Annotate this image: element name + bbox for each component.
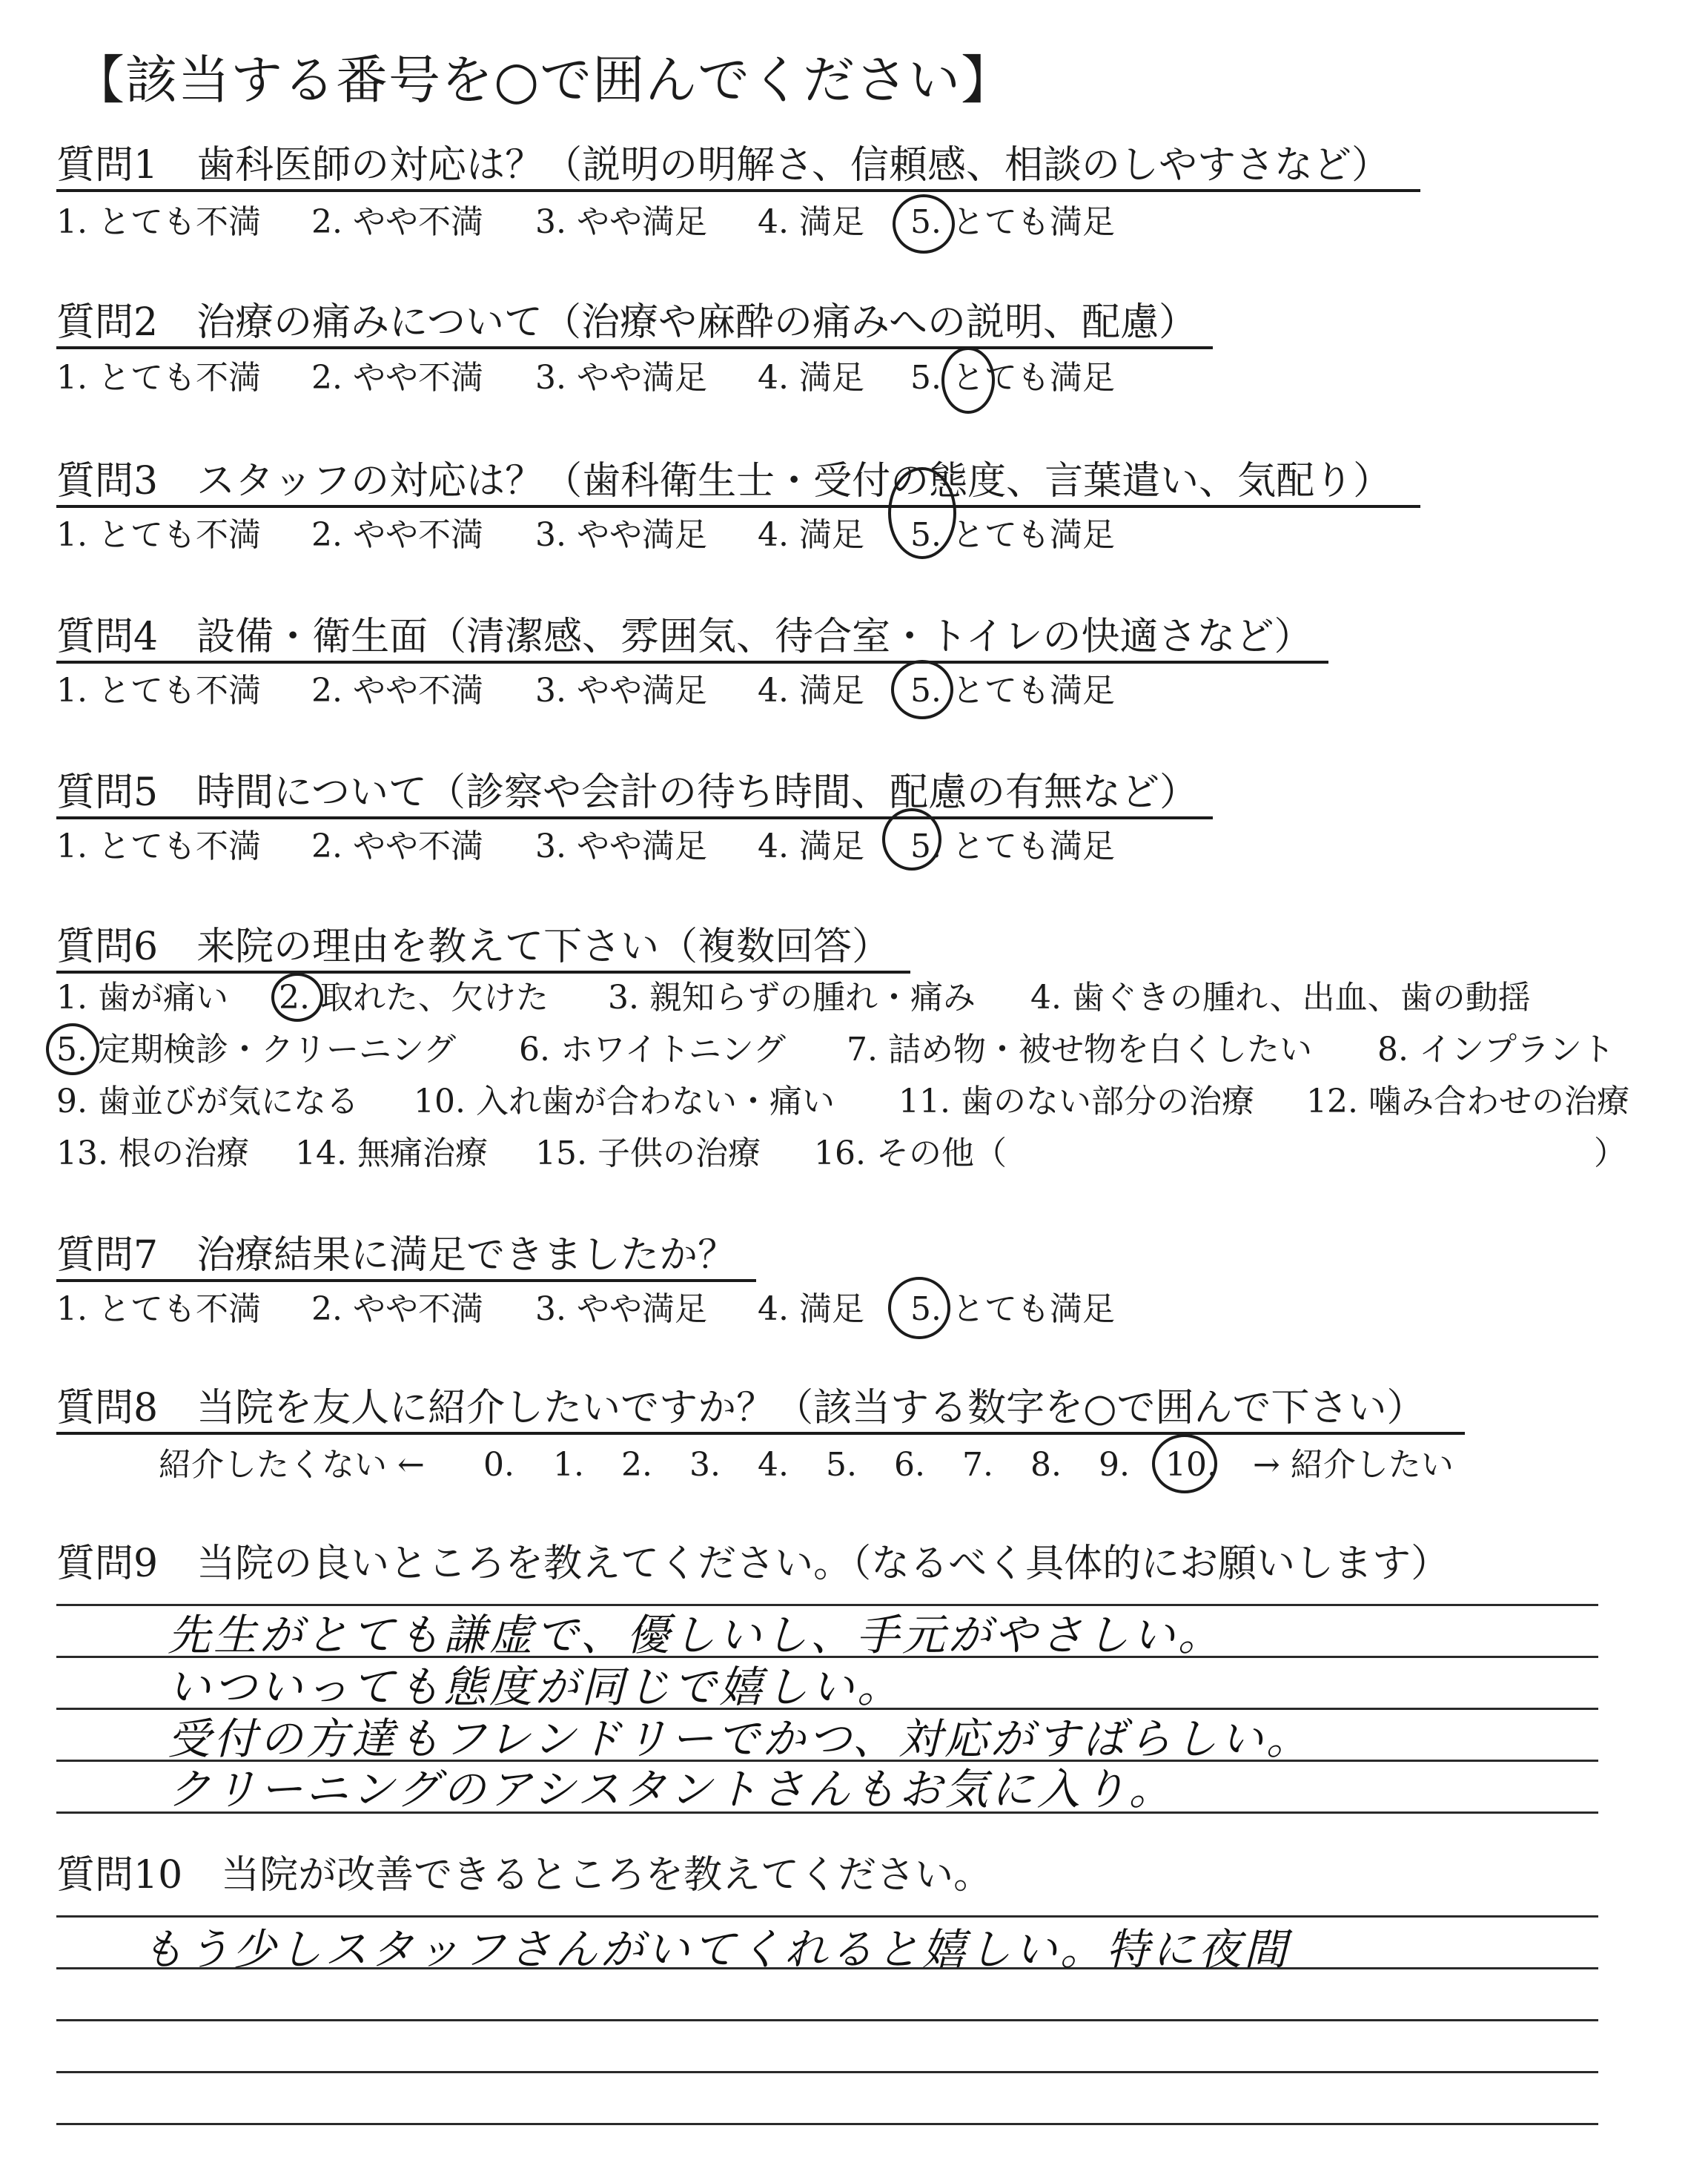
q3-selection-circle — [888, 467, 956, 559]
question-3-underline — [56, 505, 1420, 508]
q2-option-5[interactable]: 5. とても満足 — [910, 359, 1115, 397]
q6-option-1[interactable]: 1. 歯が痛い — [56, 979, 228, 1017]
question-10-title: 質問10 当院が改善できるところを教えてください。 — [56, 1853, 993, 1898]
q8-right-label: → 紹介したい — [1253, 1446, 1454, 1484]
q6-option-15[interactable]: 15. 子供の治療 — [535, 1135, 761, 1172]
q1-selection-circle — [893, 194, 955, 254]
q6-option-6[interactable]: 6. ホワイトニング — [519, 1031, 787, 1069]
q2-selection-circle — [941, 347, 995, 414]
q8-number-3[interactable]: 3. — [689, 1446, 721, 1484]
q8-left-label: 紹介したくない ← — [159, 1446, 425, 1484]
q8-number-9[interactable]: 9. — [1099, 1446, 1130, 1484]
q6-option-7[interactable]: 7. 詰め物・被せ物を白くしたい — [847, 1031, 1312, 1069]
q7-option-5[interactable]: 5. とても満足 — [910, 1290, 1115, 1328]
q2-option-1[interactable]: 1. とても不満 — [56, 359, 261, 397]
q7-selection-circle — [888, 1277, 950, 1339]
q6-option-3[interactable]: 3. 親知らずの腫れ・痛み — [608, 979, 976, 1017]
q4-option-4[interactable]: 4. 満足 — [758, 672, 864, 710]
q6-option-9[interactable]: 9. 歯並びが気になる — [56, 1083, 359, 1120]
q4-option-3[interactable]: 3. やや満足 — [535, 672, 707, 710]
q5-option-2[interactable]: 2. やや不満 — [311, 828, 483, 865]
question-9-title: 質問9 当院の良いところを教えてください。（なるべく具体的にお願いします） — [56, 1542, 1450, 1586]
q6-option-14[interactable]: 14. 無痛治療 — [295, 1135, 488, 1172]
q8-number-2[interactable]: 2. — [621, 1446, 652, 1484]
question-7-underline — [56, 1279, 756, 1282]
q10-answer-line — [56, 1915, 1598, 1918]
question-8-underline — [56, 1432, 1465, 1435]
q9-handwritten-line-2: いついっても態度が同じで嬉しい。 — [168, 1662, 904, 1712]
q6-option-2[interactable]: 2. 取れた、欠けた — [279, 979, 549, 1017]
q6-option-8[interactable]: 8. インプラント — [1377, 1031, 1615, 1069]
q8-number-10[interactable]: 10. — [1165, 1446, 1217, 1484]
q3-option-1[interactable]: 1. とても不満 — [56, 516, 261, 554]
page-title: 【該当する番号を○で囲んでください】 — [73, 50, 1014, 110]
q1-option-3[interactable]: 3. やや満足 — [535, 203, 707, 241]
q4-selection-circle — [891, 660, 953, 719]
q8-number-6[interactable]: 6. — [894, 1446, 925, 1484]
question-4-underline — [56, 661, 1328, 664]
q8-number-7[interactable]: 7. — [962, 1446, 993, 1484]
q1-option-2[interactable]: 2. やや不満 — [311, 203, 483, 241]
q8-selection-circle — [1152, 1434, 1217, 1493]
q6-option-16-close: ） — [1594, 1135, 1626, 1172]
q10-answer-line — [56, 2123, 1598, 2125]
q9-handwritten-line-1: 先生がとても謙虚で、優しいし、手元がやさしい。 — [168, 1610, 1224, 1660]
q2-option-2[interactable]: 2. やや不満 — [311, 359, 483, 397]
question-2-underline — [56, 346, 1213, 349]
q10-answer-line — [56, 2019, 1598, 2021]
q6-option-13[interactable]: 13. 根の治療 — [56, 1135, 249, 1172]
question-1-title: 質問1 歯科医師の対応は？（説明の明解さ、信頼感、相談のしやすさなど） — [56, 143, 1391, 188]
question-6-title: 質問6 来院の理由を教えて下さい（複数回答） — [56, 925, 891, 969]
q8-number-1[interactable]: 1. — [553, 1446, 584, 1484]
q10-answer-line — [56, 2071, 1598, 2073]
q3-option-3[interactable]: 3. やや満足 — [535, 516, 707, 554]
q3-option-5[interactable]: 5. とても満足 — [910, 516, 1115, 554]
question-1-underline — [56, 189, 1420, 192]
q5-option-5[interactable]: 5. とても満足 — [910, 828, 1115, 865]
q6-option-11[interactable]: 11. 歯のない部分の治療 — [898, 1083, 1254, 1120]
q8-number-5[interactable]: 5. — [826, 1446, 857, 1484]
q4-option-2[interactable]: 2. やや不満 — [311, 672, 483, 710]
question-8-title: 質問8 当院を友人に紹介したいですか？（該当する数字を○で囲んで下さい） — [56, 1386, 1426, 1430]
q8-number-4[interactable]: 4. — [758, 1446, 789, 1484]
question-5-underline — [56, 816, 1213, 819]
q2-option-3[interactable]: 3. やや満足 — [535, 359, 707, 397]
question-2-title: 質問2 治療の痛みについて（治療や麻酔の痛みへの説明、配慮） — [56, 300, 1198, 345]
q8-number-0[interactable]: 0. — [483, 1446, 514, 1484]
q6-option-4[interactable]: 4. 歯ぐきの腫れ、出血、歯の動揺 — [1030, 979, 1531, 1017]
q3-option-2[interactable]: 2. やや不満 — [311, 516, 483, 554]
q6-option-10[interactable]: 10. 入れ歯が合わない・痛い — [414, 1083, 835, 1120]
q7-option-2[interactable]: 2. やや不満 — [311, 1290, 483, 1328]
question-3-title: 質問3 スタッフの対応は？（歯科衛生士・受付の態度、言葉遣い、気配り） — [56, 459, 1392, 503]
q1-option-4[interactable]: 4. 満足 — [758, 203, 864, 241]
q5-option-3[interactable]: 3. やや満足 — [535, 828, 707, 865]
question-6-underline — [56, 971, 910, 974]
q5-selection-circle — [882, 808, 941, 871]
q4-option-5[interactable]: 5. とても満足 — [910, 672, 1115, 710]
q9-handwritten-line-4: クリーニングのアシスタントさんもお気に入り。 — [168, 1764, 1175, 1814]
q1-option-5[interactable]: 5. とても満足 — [910, 203, 1115, 241]
q6-option-5[interactable]: 5. 定期検診・クリーニング — [56, 1031, 457, 1069]
q7-option-4[interactable]: 4. 満足 — [758, 1290, 864, 1328]
question-5-title: 質問5 時間について（診察や会計の待ち時間、配慮の有無など） — [56, 770, 1199, 815]
q3-option-4[interactable]: 4. 満足 — [758, 516, 864, 554]
question-7-title: 質問7 治療結果に満足できましたか？ — [56, 1233, 737, 1278]
q1-option-1[interactable]: 1. とても不満 — [56, 203, 261, 241]
q8-number-8[interactable]: 8. — [1030, 1446, 1062, 1484]
q7-option-3[interactable]: 3. やや満足 — [535, 1290, 707, 1328]
q10-handwritten-line-1: もう少しスタッフさんがいてくれると嬉しい。特に夜間 — [141, 1924, 1291, 1975]
q9-answer-line — [56, 1604, 1598, 1606]
q6-option-2-circle — [271, 973, 323, 1022]
q5-option-4[interactable]: 4. 満足 — [758, 828, 864, 865]
question-4-title: 質問4 設備・衛生面（清潔感、雰囲気、待合室・トイレの快適さなど） — [56, 615, 1313, 659]
q6-option-5-circle — [46, 1023, 99, 1075]
q6-option-12[interactable]: 12. 噛み合わせの治療 — [1306, 1083, 1629, 1120]
q7-option-1[interactable]: 1. とても不満 — [56, 1290, 261, 1328]
q4-option-1[interactable]: 1. とても不満 — [56, 672, 261, 710]
q6-option-16[interactable]: 16. その他（ — [814, 1135, 1007, 1172]
q5-option-1[interactable]: 1. とても不満 — [56, 828, 261, 865]
q9-handwritten-line-3: 受付の方達もフレンドリーでかつ、対応がすばらしい。 — [168, 1714, 1312, 1764]
q2-option-4[interactable]: 4. 満足 — [758, 359, 864, 397]
